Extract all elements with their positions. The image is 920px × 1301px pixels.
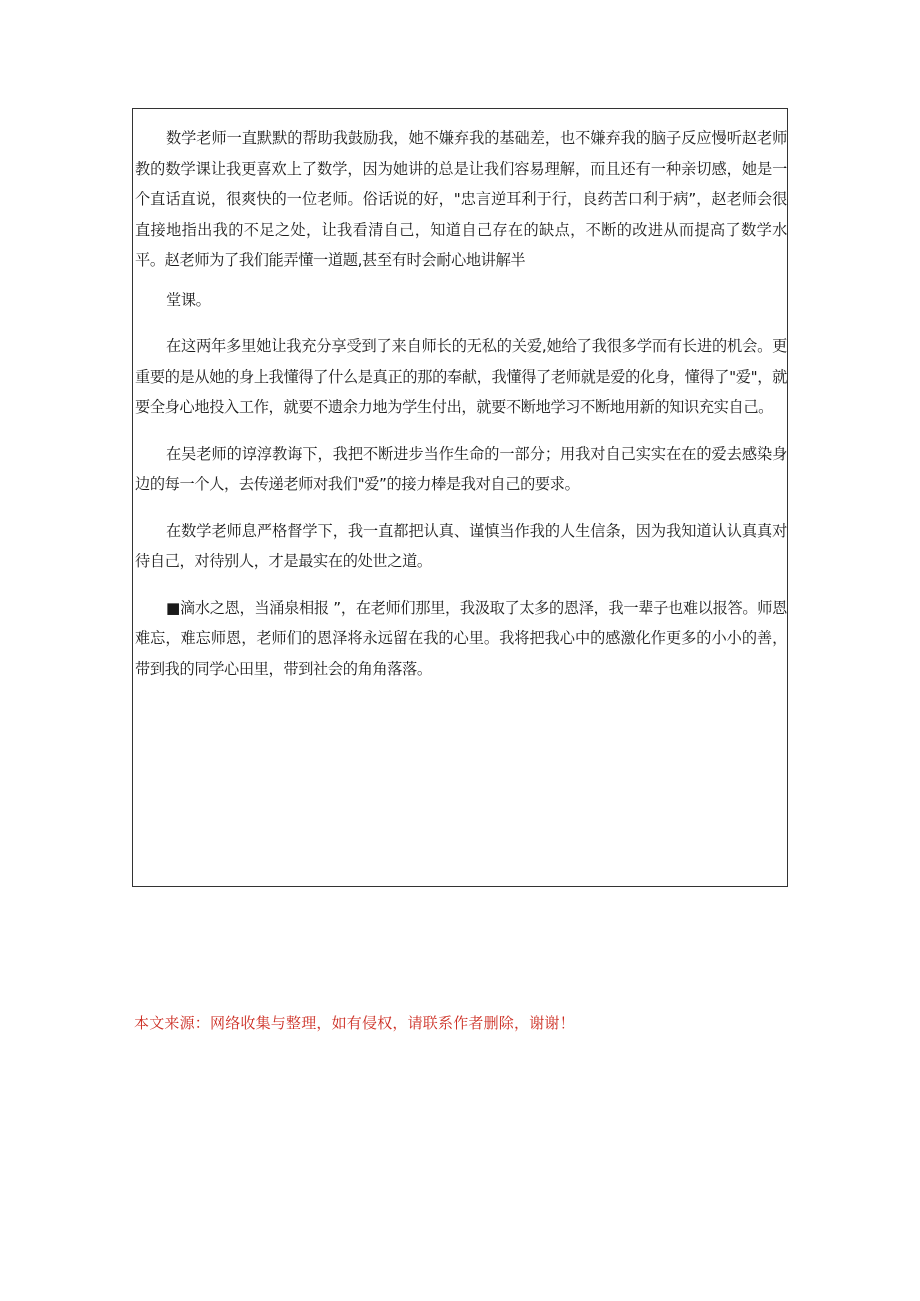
paragraph-teacher-wu: 在吴老师的谆淳教诲下，我把不断进步当作生命的一部分；用我对自己实实在在的爱去感染身边的每一个人，去传递老师对我们"爱”的接力棒是我对自己的要求。 <box>135 444 787 493</box>
paragraph-math-teacher: 数学老师一直默默的帮助我鼓励我，她不嫌弃我的基础差，也不嫌弃我的脑子反应慢听赵老师教的数学课让我更喜欢上了数学，因为她讲的总是让我们容易理解，而且还有一种亲切感，她是一个直话直说，很爽快的一位老师。俗话说的好，"忠言逆耳利于行，良药苦口利于病”，赵老师会很直接地指出我的不足之处，让我看清自己，知道自己存在的缺点，不断的改进从而提高了数学水平。赵老师为了我们能弄懂一道题,甚至有时会耐心地讲解半 <box>135 129 787 269</box>
paragraph-strict-supervision: 在数学老师息严格督学下，我一直都把认真、谨慎当作我的人生信条，因为我知道认认真真对待自己，对待别人，才是最实在的处世之道。 <box>135 521 787 570</box>
paragraph-gratitude: ■滴水之恩，当涌泉相报 ”，在老师们那里，我汲取了太多的恩泽，我一辈子也难以报答。师恩难忘，难忘师恩，老师们的恩泽将永远留在我的心里。我将把我心中的感激化作更多的小小的善，带到我的同学心田里，带到社会的角角落落。 <box>135 598 787 678</box>
paragraph-continuation: 堂课。 <box>166 290 211 309</box>
paragraph-two-years: 在这两年多里她让我充分享受到了来自师长的无私的关爱,她给了我很多学而有长进的机会。更重要的是从她的身上我懂得了什么是真正的那的奉献，我懂得了老师就是爱的化身，懂得了"爱"，就要全身心地投入工作，就要不遗余力地为学生付出，就要不断地学习不断地用新的知识充实自己。 <box>135 337 787 416</box>
text-frame <box>132 108 788 887</box>
source-disclaimer: 本文来源：网络收集与整理，如有侵权，请联系作者删除，谢谢！ <box>134 1014 575 1032</box>
